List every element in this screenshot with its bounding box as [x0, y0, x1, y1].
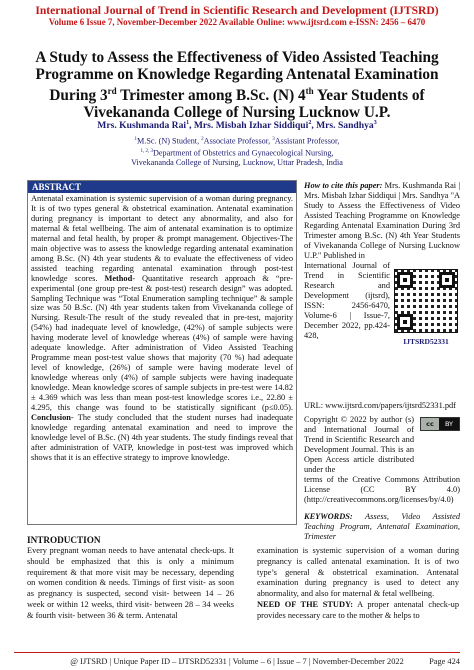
- citation-intro-text: Mrs. Kushmanda Rai | Mrs. Misbah Izhar Siddiqui | Mrs. Sandhya "A Study to Assess the Effectiveness of Video Assisted Teaching Programme on Knowledge Regarding Antenatal Examination During 3rd Trimester among B.Sc. (N) 4th Year Students of Vivekananda College of Nursing Lucknow U.P." Published in: [304, 181, 460, 260]
- affil-sup-dept: 1, 2, 3: [140, 148, 153, 154]
- title-line-2: Programme on Knowledge Regarding Antenatal Examination: [35, 66, 439, 83]
- author-1: Mrs. Kushmanda Rai: [97, 120, 187, 132]
- footer-text: @ IJTSRD | Unique Paper ID – IJTSRD52331 | Volume – 6 | Issue – 7 | November-December 2022: [70, 657, 404, 666]
- title-line-3: [18, 83, 456, 104]
- author-2: Mrs. Misbah Izhar Siddiqui: [193, 120, 309, 132]
- affil-line-2: [10, 147, 464, 159]
- affil-sup-2: 2: [201, 137, 204, 142]
- introduction-text: Every pregnant woman needs to have antenatal check-ups. It should be emphasized that this is only a minimum requirement & that more visit may be necessary, depending on women condition & needs. Timings of first visit- as soon as pregnancy is suspected, second visit- between 14 – 26 week or within 12 weeks, third visit- between 28 – 34 weeks & fourth visit- between 36 & term. Antenatal: [27, 546, 234, 620]
- qr-finder: [397, 314, 413, 330]
- citation-intro: [304, 181, 460, 261]
- affil-role-2: Associate Professor,: [203, 136, 273, 146]
- author-1-sup: 1: [186, 120, 190, 126]
- abstract-part-3: - The study concluded that the student nurses had inadequate knowledge regarding antenatal examination and need to improve the knowledge level of B.Sc. (N) 4th year students. The study findings reveal that after administration of VATP, knowledge in post-test was improved which shows that it is an effective strategy to improve knowledge.: [31, 412, 293, 462]
- cc-badge-right: BY: [439, 418, 459, 430]
- author-2-sup: 2: [308, 120, 312, 126]
- affil-sup-1: 1: [134, 137, 138, 142]
- affil-sup-3: 3: [272, 137, 275, 142]
- citation-label: How to cite this paper:: [304, 181, 383, 190]
- citation-details: [304, 261, 460, 411]
- title-sup-rd: rd: [107, 86, 117, 96]
- need-of-study-text: A proper antenatal check-up provides necessary care to the mother & helps to: [257, 599, 459, 620]
- antenatal-text: examination is systemic supervision of a woman during pregnancy is called antenatal examination. It is of two type’s general & obstetrical examination. Antenatal examination during pregnancy is used to detect any abnormality, and also for maternal & fetal wellbeing.: [257, 546, 459, 599]
- qr-finder: [397, 272, 413, 288]
- qr-label: IJTSRD52331: [403, 337, 449, 346]
- abstract-conclusion-label: Conclusion: [31, 412, 71, 422]
- affil-role-3: Assistant Professor,: [274, 136, 340, 146]
- citation-column: [304, 181, 460, 542]
- copyright-text: Copyright © 2022 by author (s) and International Journal of Trend in Scientific Research and Development Journal. This is an Open Access article distributed under the: [304, 415, 414, 474]
- paper-title: [18, 49, 456, 121]
- page-footer: [0, 655, 474, 670]
- citation-url[interactable]: URL: www.ijtsrd.com/papers/ijtsrd52331.pdf: [304, 401, 456, 410]
- cc-badge-left: cc: [421, 418, 439, 430]
- keywords-text: Assess, Video Assisted Teaching Program, Antenatal Examination, Trimester: [304, 512, 460, 541]
- qr-finder: [439, 272, 455, 288]
- affil-role-1: M.Sc. (N) Student,: [137, 136, 202, 146]
- affil-line-1: [10, 135, 464, 147]
- copyright-license: terms of the Creative Commons Attribution License (CC BY 4.0) (http://creativecommons.org/licenses/by/4.0): [304, 475, 460, 504]
- qr-code-icon: [394, 269, 458, 333]
- affiliations: [10, 135, 464, 168]
- journal-header: [0, 4, 474, 28]
- journal-name: International Journal of Trend in Scientific Research and Development (IJTSRD): [35, 4, 439, 17]
- abstract-method-label: Method: [104, 273, 133, 283]
- title-sup-th: th: [305, 86, 314, 96]
- footer-divider: [14, 652, 460, 653]
- keywords: [304, 512, 460, 542]
- introduction-heading: INTRODUCTION: [27, 535, 101, 545]
- abstract-heading: ABSTRACT: [28, 181, 296, 193]
- abstract-box: [27, 180, 297, 525]
- need-of-study-label: NEED OF THE STUDY:: [257, 599, 354, 609]
- citation-journal-details: International Journal of Trend in Scientific Research and Development (ijtsrd), ISSN: 2456-6470, Volume-6 | Issue-7, December 2022, pp.424-428,: [304, 261, 390, 340]
- title-line-3-b: Trimester among B.Sc. (N) 4: [116, 87, 306, 105]
- affil-department: Department of Obstetrics and Gynaecological Nursing,: [152, 148, 334, 158]
- author-3: Mrs. Sandhya: [316, 120, 374, 132]
- affil-line-3: Vivekananda College of Nursing, Lucknow, Uttar Pradesh, India: [131, 158, 343, 168]
- abstract-text: [28, 193, 296, 463]
- copyright: [304, 415, 460, 505]
- cc-by-badge-icon: [420, 417, 460, 431]
- abstract-part-1: Antenatal examination is systemic supervision of a woman during pregnancy. It is of two types general & obstetrical examination. Antenatal examination during pregnancy is important to detect any abnormality, and also for maternal & fetal wellbeing. The aim of antenatal examination is to optimize maternal and fetal health, by proper & prompt management. Objectives-The main objective was to assess the knowledge regarding antenatal examination among B.Sc. (N) 4th year students & to evaluate the effectiveness of video assisted teaching regarding antenatal examination through post-test knowledge scores.: [31, 194, 293, 283]
- abstract-part-2: - Quantitative research approach & “pre-experimental (one group pre-test & post-test) research design” was adopted. Sampling Technique was “Total Enumeration sampling technique” & sample size was 50 B.Sc. (N) 4th year students taken from Vivekananda college of Nursing. Result-The result of the study revealed that in pre-test, majority (54%) had inadequate level of knowledge, (42%) of sample subjects were having moderate level of knowledge whereas (4%) of sample were having adequate knowledge. After administration of Video Assisted Teaching Programme mean post-test value shows that majority (70 %) had adequate level of knowledge, (26%) of sample were having moderate level of knowledge whereas only (4%) of sample subjects were having inadequate knowledge. Mean knowledge scores of sample subjects in pre-test were 14.82 ± 4.369 which was less than mean post-test knowledge scores i.e., 22.80 ± 4.295, this change was found to be statistically significant (p≤0.05).: [31, 273, 293, 413]
- title-line-1: A Study to Assess the Effectiveness of Video Assisted Teaching: [35, 49, 439, 66]
- author-3-sup: 3: [373, 120, 377, 126]
- title-line-3-c: Year Students of: [313, 87, 425, 105]
- journal-info: Volume 6 Issue 7, November-December 2022 Available Online: www.ijtsrd.com e-ISSN: 2456 – 6470: [48, 17, 426, 27]
- need-of-study: [257, 600, 459, 622]
- keywords-label: KEYWORDS:: [304, 512, 353, 521]
- author-list: Mrs. Kushmanda Rai$^1$, Mrs. Misbah Izhar Siddiqui$^2$, Mrs. Sandhya$^3$: [97, 120, 377, 132]
- copyright-block: [304, 415, 460, 475]
- title-line-3-a: During 3: [49, 87, 108, 105]
- title-line-4: Vivekananda College of Nursing Lucknow U.P.: [83, 104, 391, 122]
- page-number: Page 424: [429, 657, 460, 666]
- right-column-text: [257, 546, 459, 622]
